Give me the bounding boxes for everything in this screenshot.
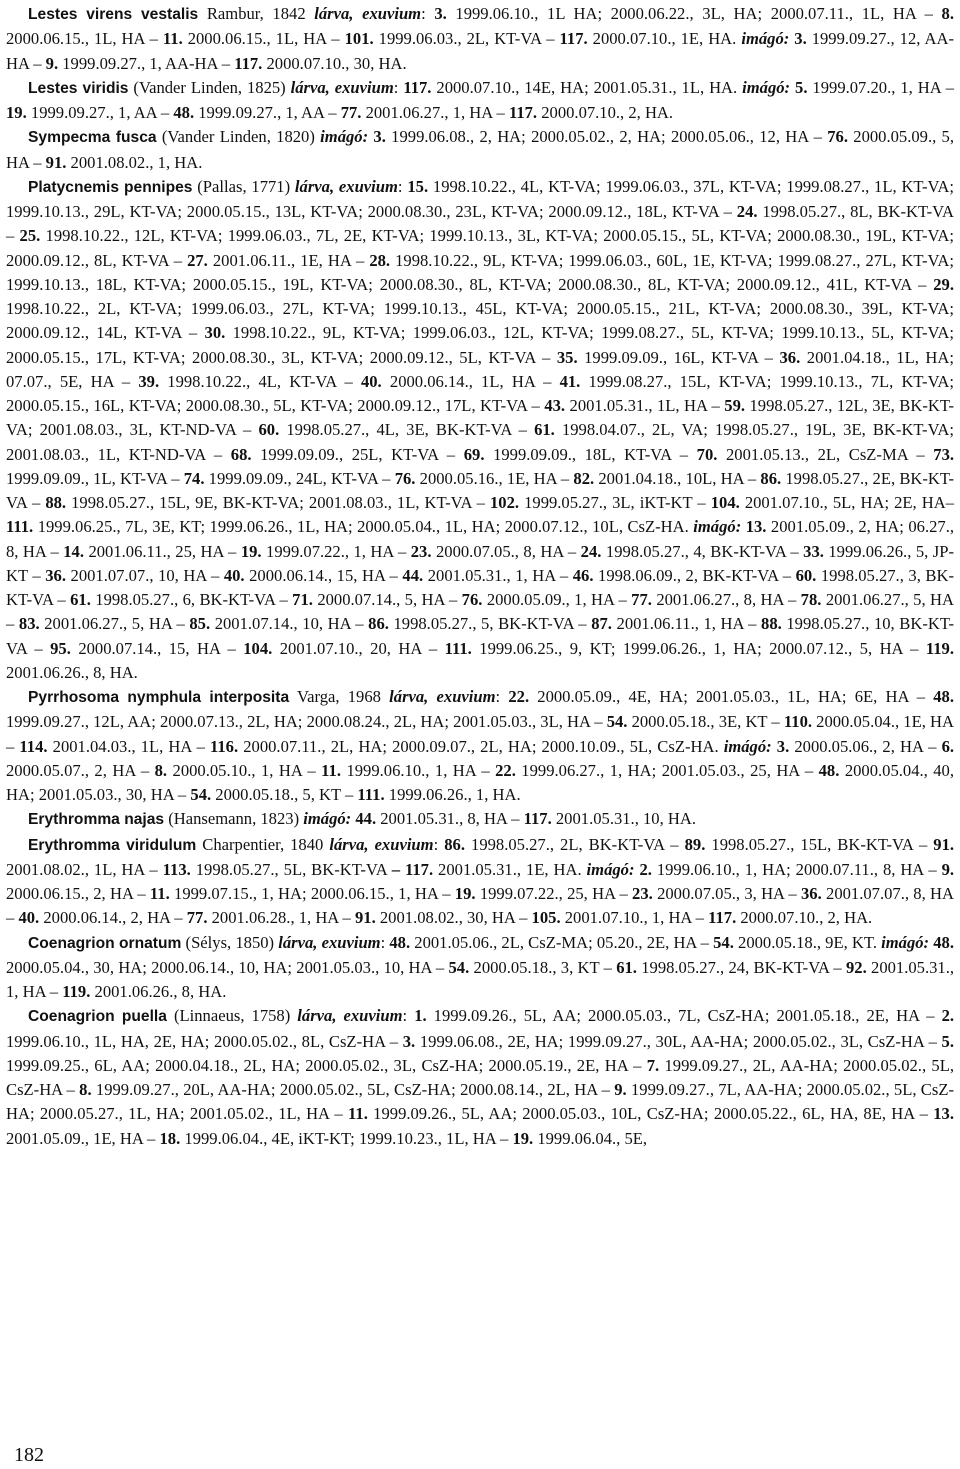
- record-text: 1998.10.22., 9L, KT-VA; 1999.06.03., 12L, KT-VA; 1999.08.27., 5L, KT-VA; 1999.10.13., 5L, KT-VA; 2000.05.15., 17L, KT-VA; 2000.08.30., 3L, KT-VA; 2000.09.12., 5L, KT-VA –: [6, 323, 954, 367]
- locality-number: 110.: [783, 712, 813, 732]
- locality-number: 8.: [154, 760, 168, 780]
- record-text: 1999.09.25., 6L, AA; 2000.04.18., 2L, HA; 2000.05.02., 3L, CsZ-HA; 2000.05.19., 2E, HA –: [6, 1055, 647, 1075]
- locality-number: 22.: [508, 687, 530, 706]
- locality-number: 117.: [234, 53, 263, 73]
- record-text: 1999.09.26., 5L, AA; 2000.05.03., 10L, CsZ-HA; 2000.05.22., 6L, HA, 8E, HA –: [367, 1104, 934, 1124]
- locality-number: 60.: [795, 565, 817, 585]
- locality-number: 24.: [736, 202, 758, 221]
- species-name: Lestes viridis: [28, 79, 129, 97]
- stage-label: lárva, exuvium: [294, 176, 398, 196]
- record-text: 1999.09.27., 1, AA-HA –: [58, 53, 235, 73]
- locality-number: 91.: [354, 908, 376, 928]
- record-text: 2000.05.04., 40, HA; 2001.05.03., 30, HA –: [6, 760, 954, 804]
- record-text: 1999.06.27., 1, HA; 2001.05.03., 25, HA –: [515, 760, 819, 780]
- record-text: 1999.06.08., 2E, HA; 1999.09.27., 30L, AA-HA; 2000.05.02., 3L, CsZ-HA –: [415, 1031, 942, 1051]
- locality-number: 5.: [795, 77, 808, 97]
- record-text: 2001.07.10., 1, HA –: [560, 908, 709, 928]
- locality-number: 8.: [941, 4, 954, 23]
- locality-number: 77.: [631, 590, 652, 609]
- record-text: 2001.08.02., 1L, HA –: [6, 859, 163, 879]
- locality-number: 11.: [321, 760, 341, 780]
- record-text: (Linnaeus, 1758): [166, 1006, 298, 1026]
- locality-number: 119.: [62, 982, 91, 1001]
- record-text: 2001.08.02., 1, HA.: [66, 152, 203, 172]
- locality-number: 77.: [186, 908, 208, 928]
- record-text: 1998.05.27., 10, BK-KT-VA –: [6, 614, 954, 658]
- locality-number: 19.: [6, 103, 27, 122]
- record-text: Varga, 1968: [289, 687, 390, 706]
- record-text: 2001.08.02., 30, HA –: [375, 908, 532, 928]
- locality-number: 117.: [559, 29, 588, 49]
- locality-number: 86.: [368, 614, 389, 634]
- locality-number: 48.: [818, 760, 840, 780]
- locality-number: 6.: [941, 736, 955, 756]
- locality-number: 19.: [512, 1128, 534, 1148]
- locality-number: 102.: [490, 493, 520, 512]
- locality-number: 9.: [45, 53, 59, 73]
- locality-number: 88.: [45, 493, 67, 512]
- locality-number: 91.: [933, 834, 955, 854]
- record-text: 1999.09.09., 25L, KT-VA –: [251, 444, 464, 464]
- species-entry: [6, 931, 954, 1005]
- stage-label: imágó:: [320, 127, 369, 147]
- record-text: 1998.05.27., 8L, BK-KT-VA –: [6, 202, 955, 246]
- locality-number: 83.: [18, 614, 40, 634]
- record-text: 1999.07.22., 25, HA –: [475, 884, 633, 903]
- record-text: :: [380, 932, 390, 952]
- stage-label: imágó:: [881, 932, 930, 952]
- record-text: 2000.05.09., 5, HA –: [6, 127, 954, 172]
- record-text: 2001.06.27., 5, HA –: [6, 590, 954, 634]
- locality-number: 82.: [573, 468, 595, 488]
- species-name: Platycnemis pennipes: [28, 178, 193, 196]
- locality-number: 13.: [745, 517, 767, 537]
- locality-number: 61.: [70, 590, 91, 609]
- stage-label: imágó:: [586, 859, 635, 879]
- locality-number: 23.: [632, 884, 653, 903]
- record-text: 1999.06.10., 1, HA –: [341, 760, 496, 780]
- locality-number: 86.: [760, 468, 782, 488]
- record-text: 1999.09.27., 12, AA-HA –: [6, 29, 955, 73]
- record-text: 1998.05.27., 24, BK-KT-VA –: [636, 957, 846, 977]
- record-text: 1999.07.22., 1, HA –: [261, 541, 411, 561]
- record-text: 2001.07.10., 20, HA –: [272, 638, 445, 658]
- record-text: 2001.05.13., 2L, CsZ-MA –: [717, 444, 934, 464]
- record-text: 1999.09.09., 18L, KT-VA –: [484, 444, 697, 464]
- locality-number: 3.: [776, 736, 790, 756]
- record-text: 1999.06.10., 1, HA; 2000.07.11., 8, HA –: [651, 859, 942, 879]
- record-text: 2000.07.05., 8, HA –: [431, 541, 581, 561]
- record-text: 1999.06.03., 2L, KT-VA –: [373, 29, 560, 49]
- locality-number: 76.: [394, 468, 416, 488]
- locality-number: 1.: [414, 1006, 427, 1026]
- record-text: 1999.05.27., 3L, iKT-KT –: [519, 493, 711, 512]
- record-text: 2000.05.18., 3, KT –: [469, 957, 617, 977]
- locality-number: 88.: [761, 614, 782, 634]
- record-text: 2000.07.10., 1E, HA.: [587, 29, 742, 49]
- record-text: 2000.06.15., 1L, HA –: [182, 29, 345, 49]
- record-text: (Sélys, 1850): [181, 932, 279, 952]
- record-text: 2001.05.06., 2L, CsZ-MA; 05.20., 2E, HA –: [410, 932, 714, 952]
- species-name: Sympecma fusca: [28, 129, 157, 147]
- record-text: 2000.07.05., 3, HA –: [652, 884, 801, 903]
- species-entry: [6, 125, 954, 175]
- locality-number: 15.: [407, 176, 429, 196]
- record-text: 2001.06.27., 1, HA –: [361, 103, 509, 122]
- locality-number: 86.: [444, 834, 465, 854]
- record-text: 1998.06.09., 2, BK-KT-VA –: [593, 565, 796, 585]
- record-text: 1999.09.09., 1L, KT-VA –: [6, 468, 184, 488]
- locality-number: 27.: [187, 250, 208, 270]
- locality-number: 76.: [827, 127, 848, 147]
- locality-number: 23.: [410, 541, 432, 561]
- record-text: 1998.10.22., 2L, KT-VA; 1999.06.03., 27L, KT-VA; 1999.10.13., 45L, KT-VA; 2000.05.15., 21L, KT-VA; 2000.08.30., 39L, KT-VA; 2000.09.12., 14L, KT-VA –: [6, 299, 954, 343]
- record-text: 1999.06.04., 5E,: [533, 1128, 648, 1148]
- locality-number: 92.: [845, 957, 867, 977]
- record-text: 2001.05.31., 1, HA –: [423, 565, 573, 585]
- record-text: 1998.05.27., 4, BK-KT-VA –: [601, 541, 804, 561]
- record-text: 1999.09.27., 2L, AA-HA; 2000.05.02., 5L, CsZ-HA –: [6, 1055, 955, 1099]
- record-text: (Vander Linden, 1825): [128, 77, 291, 97]
- locality-number: 48.: [389, 932, 411, 952]
- stage-label: lárva, exuvium: [290, 77, 394, 97]
- record-text: 1998.05.27., 5L, BK-KT-VA: [190, 859, 392, 879]
- locality-number: 54.: [713, 932, 734, 952]
- locality-number: 40.: [360, 371, 382, 391]
- locality-number: 85.: [189, 614, 211, 634]
- locality-number: 19.: [454, 884, 476, 903]
- record-text: 2001.05.31., 1, HA –: [6, 957, 954, 1001]
- record-text: 2001.07.07., 10, HA –: [65, 565, 224, 585]
- record-text: 1998.05.27., 2L, BK-KT-VA –: [464, 834, 685, 854]
- locality-number: 111.: [357, 785, 385, 804]
- record-text: 1998.04.07., 2L, VA; 1998.05.27., 19L, 3E, BK-KT-VA; 2001.08.03., 1L, KT-ND-VA –: [6, 420, 955, 464]
- locality-number: 11.: [149, 884, 170, 903]
- locality-number: 69.: [463, 444, 485, 464]
- record-text: 2001.05.31., 10, HA.: [551, 809, 697, 829]
- record-text: 1999.09.27., 12L, AA; 2000.07.13., 2L, HA; 2000.08.24., 2L, HA; 2001.05.03., 3L, HA –: [6, 712, 607, 732]
- record-text: 2001.06.28., 1, HA –: [207, 908, 355, 928]
- record-text: 2000.05.16., 1E, HA –: [415, 468, 574, 488]
- stage-label: imágó:: [741, 29, 790, 49]
- locality-number: 3.: [434, 4, 447, 23]
- record-text: 2001.05.31., 8, HA –: [376, 809, 524, 829]
- record-text: (Hansemann, 1823): [164, 809, 304, 829]
- record-text: 2001.06.11., 1E, HA –: [207, 250, 370, 270]
- locality-number: 46.: [572, 565, 594, 585]
- record-text: 1999.06.25., 9, KT; 1999.06.26., 1, HA; 2000.07.12., 5, HA –: [471, 638, 926, 658]
- locality-number: 35.: [556, 347, 578, 367]
- species-name: Erythromma najas: [28, 811, 165, 829]
- record-text: 2000.06.14., 2, HA –: [39, 908, 187, 928]
- record-text: 2000.07.14., 5, HA –: [312, 590, 462, 609]
- record-text: 2000.05.07., 2, HA –: [6, 760, 155, 780]
- record-text: :: [421, 4, 435, 23]
- record-text: (Pallas, 1771): [192, 176, 295, 196]
- locality-number: 54.: [448, 957, 470, 977]
- page-number: 182: [14, 1444, 44, 1466]
- locality-number: 2.: [941, 1006, 955, 1026]
- record-text: 2000.07.10., 2, HA.: [537, 103, 674, 122]
- species-name: Pyrrhosoma nymphula interposita: [28, 689, 290, 706]
- record-text: 2000.07.11., 2L, HA; 2000.09.07., 2L, HA; 2000.10.09., 5L, CsZ-HA.: [238, 736, 724, 756]
- locality-number: 60.: [258, 420, 280, 440]
- locality-number: 44.: [355, 809, 377, 829]
- locality-number: 105.: [531, 908, 561, 928]
- species-entry: [6, 76, 954, 126]
- locality-number: 19.: [240, 541, 262, 561]
- record-text: 2001.06.11., 1, HA –: [611, 614, 762, 634]
- locality-number: 61.: [534, 420, 555, 440]
- record-text: 1998.05.27., 4L, 3E, BK-KT-VA –: [279, 420, 535, 440]
- locality-number: 54.: [606, 712, 628, 732]
- locality-number: 61.: [616, 957, 637, 977]
- record-text: 1998.05.27., 2E, BK-KT-VA –: [6, 468, 955, 512]
- locality-number: 77.: [340, 103, 362, 122]
- locality-number: 89.: [684, 834, 706, 854]
- stage-label: lárva, exuvium: [314, 4, 422, 23]
- record-text: 2000.06.14., 15, HA –: [244, 565, 403, 585]
- record-text: 2001.06.26., 8, HA.: [90, 982, 227, 1001]
- record-text: 2000.07.10., 2, HA.: [736, 908, 873, 928]
- locality-number: 117.: [708, 908, 737, 928]
- record-text: 2000.05.06., 2, HA –: [789, 736, 942, 756]
- locality-number: 9.: [941, 859, 955, 879]
- record-text: :: [495, 687, 509, 706]
- record-text: 1999.09.27., 1, AA –: [26, 103, 174, 122]
- locality-number: 2.: [639, 859, 652, 879]
- species-entry: [6, 175, 954, 685]
- record-text: 2000.07.10., 14E, HA; 2001.05.31., 1L, HA.: [431, 77, 743, 97]
- locality-number: 11.: [348, 1104, 368, 1124]
- record-text: :: [397, 176, 408, 196]
- record-text: 2000.05.10., 1, HA –: [167, 760, 322, 780]
- locality-number: 39.: [138, 371, 160, 391]
- record-text: 2000.05.18., 9E, KT.: [733, 932, 882, 952]
- locality-number: 11.: [162, 29, 183, 49]
- record-text: 1998.10.22., 4L, KT-VA –: [159, 371, 361, 391]
- locality-number: 40.: [18, 908, 40, 928]
- locality-number: 111.: [6, 517, 34, 537]
- record-text: 2000.06.15., 2, HA –: [6, 884, 150, 903]
- locality-number: 116.: [210, 736, 239, 756]
- record-text: 2000.05.18., 5, KT –: [211, 785, 358, 804]
- locality-number: 3.: [794, 29, 807, 49]
- record-text: 2000.06.14., 1L, HA –: [381, 371, 560, 391]
- locality-number: 113.: [162, 859, 191, 879]
- record-text: 1999.09.27., 7L, AA-HA; 2000.05.02., 5L, CsZ-HA; 2000.05.27., 1L, HA; 2001.05.02., 1L, HA –: [6, 1080, 954, 1124]
- locality-number: 70.: [696, 444, 718, 464]
- locality-number: 3.: [373, 127, 386, 147]
- record-text: 1998.05.27., 3, BK-KT-VA –: [6, 565, 954, 609]
- locality-number: 28.: [369, 250, 391, 270]
- record-text: 1999.07.20., 1, HA –: [807, 77, 955, 97]
- species-entry: [6, 685, 954, 807]
- locality-number: 9.: [614, 1080, 627, 1099]
- record-text: 1999.09.09., 16L, KT-VA –: [577, 347, 780, 367]
- record-text: 2001.07.07., 8, HA –: [6, 884, 954, 928]
- stage-label: lárva, exuvium: [329, 834, 434, 854]
- species-name: Coenagrion puella: [28, 1008, 167, 1026]
- stage-label: imágó:: [723, 736, 772, 756]
- locality-number: 104.: [710, 493, 740, 512]
- locality-number: 104.: [243, 638, 273, 658]
- stage-label: lárva, exuvium: [389, 687, 496, 706]
- locality-number: 114.: [19, 736, 48, 756]
- locality-number: 91.: [45, 152, 67, 172]
- record-text: 1998.10.22., 12L, KT-VA; 1999.06.03., 7L, 2E, KT-VA; 1999.10.13., 3L, KT-VA; 2000.05.15., 5L, KT-VA; 2000.08.30., 19L, KT-VA; 2000.09.12., 8L, KT-VA –: [6, 226, 954, 270]
- locality-number: 5.: [941, 1031, 954, 1051]
- record-text: :: [433, 834, 445, 854]
- locality-number: 40.: [223, 565, 245, 585]
- record-text: 2000.07.10., 30, HA.: [262, 53, 407, 73]
- record-text: 1998.05.27., 15L, 9E, BK-KT-VA; 2001.08.03., 1L, KT-VA –: [66, 493, 490, 512]
- locality-number: 36.: [801, 884, 822, 903]
- record-text: 2000.07.14., 15, HA –: [70, 638, 244, 658]
- locality-number: 68.: [230, 444, 252, 464]
- locality-number: 36.: [45, 565, 66, 585]
- locality-number: 59.: [724, 396, 746, 415]
- locality-number: 87.: [591, 614, 612, 634]
- locality-number: 76.: [461, 590, 483, 609]
- record-text: 2001.06.26., 8, HA.: [6, 662, 138, 682]
- record-text: 2000.05.04., 1E, HA –: [6, 712, 954, 756]
- locality-number: 48.: [933, 687, 954, 706]
- species-entry: [6, 807, 954, 832]
- record-text: 2001.04.18., 1L, HA; 07.07., 5E, HA –: [6, 347, 955, 391]
- record-text: 2001.05.09., 1E, HA –: [6, 1128, 160, 1148]
- document-page: [6, 0, 955, 1466]
- locality-number: 73.: [933, 444, 955, 464]
- record-text: 2001.06.27., 8, HA –: [651, 590, 801, 609]
- record-text: 1999.07.15., 1, HA; 2000.06.15., 1, HA –: [169, 884, 455, 903]
- record-text: 2000.05.18., 3E, KT –: [627, 712, 784, 732]
- locality-number: 71.: [292, 590, 313, 609]
- locality-number: 13.: [933, 1104, 954, 1124]
- record-text: 2001.07.14., 10, HA –: [210, 614, 369, 634]
- species-entry: [6, 833, 954, 931]
- record-text: 2000.05.09., 4E, HA; 2001.05.03., 1L, HA; 6E, HA –: [529, 687, 934, 706]
- locality-number: 36.: [779, 347, 801, 367]
- locality-number: 101.: [344, 29, 374, 49]
- record-text: 1999.06.25., 7L, 3E, KT; 1999.06.26., 1L, HA; 2000.05.04., 1L, HA; 2000.07.12., 10L, CsZ-HA.: [33, 517, 694, 537]
- record-text: :: [393, 77, 404, 97]
- record-text: 2000.05.04., 30, HA; 2000.06.14., 10, HA; 2001.05.03., 10, HA –: [6, 957, 449, 977]
- locality-number: 54.: [190, 785, 212, 804]
- record-text: 1999.06.08., 2, HA; 2000.05.02., 2, HA; 2000.05.06., 12, HA –: [385, 127, 828, 147]
- record-text: 1999.09.09., 24L, KT-VA –: [204, 468, 395, 488]
- species-name: Erythromma viridulum: [28, 836, 197, 854]
- record-text: 1998.05.27., 12L, 3E, BK-KT-VA; 2001.08.03., 3L, KT-ND-VA –: [6, 396, 954, 440]
- locality-number: 44.: [402, 565, 424, 585]
- stage-label: imágó:: [742, 77, 791, 97]
- locality-number: 24.: [580, 541, 602, 561]
- record-text: 1999.06.04., 4E, iKT-KT; 1999.10.23., 1L, HA –: [180, 1128, 513, 1148]
- stage-label: imágó:: [303, 809, 352, 829]
- record-text: Charpentier, 1840: [196, 834, 330, 854]
- locality-number: 74.: [183, 468, 205, 488]
- locality-number: 111.: [444, 638, 472, 658]
- locality-number: 48.: [173, 103, 195, 122]
- record-text: 1998.05.27., 15L, BK-KT-VA –: [705, 834, 934, 854]
- locality-number: 29.: [933, 274, 954, 294]
- record-text: 2001.04.18., 10L, HA –: [594, 468, 761, 488]
- species-entry: [6, 2, 954, 76]
- record-text: 1999.09.27., 1, AA –: [194, 103, 341, 122]
- record-text: 2001.07.10., 5L, HA; 2E, HA–: [739, 493, 955, 512]
- record-text: 1998.10.22., 4L, KT-VA; 1999.06.03., 37L, KT-VA; 1999.08.27., 1L, KT-VA; 1999.10.13., 29L, KT-VA; 2000.05.15., 13L, KT-VA; 2000.08.30., 23L, KT-VA; 2000.09.12., 18L, KT-VA –: [6, 176, 954, 221]
- locality-number: – 117.: [391, 859, 434, 879]
- record-text: (Vander Linden, 1820): [156, 127, 321, 147]
- locality-number: 117.: [508, 103, 538, 122]
- species-records-text: [6, 0, 954, 1151]
- record-text: 2001.05.31., 1L, HA –: [565, 396, 725, 415]
- locality-number: 30.: [204, 323, 226, 343]
- locality-number: 33.: [803, 541, 824, 561]
- record-text: :: [402, 1006, 415, 1026]
- record-text: 1999.06.26., 1, HA.: [384, 785, 521, 804]
- record-text: Rambur, 1842: [198, 4, 315, 23]
- record-text: 1999.06.10., 1L, HA, 2E, HA; 2000.05.02., 8L, CsZ-HA –: [6, 1031, 403, 1051]
- record-text: 1999.06.26., 5, JP-KT –: [6, 541, 954, 585]
- locality-number: 119.: [925, 638, 954, 658]
- record-text: 1998.05.27., 6, BK-KT-VA –: [90, 590, 293, 609]
- record-text: 1999.09.27., 20L, AA-HA; 2000.05.02., 5L, CsZ-HA; 2000.08.14., 2L, HA –: [91, 1080, 615, 1099]
- record-text: 1999.06.10., 1L HA; 2000.06.22., 3L, HA; 2000.07.11., 1L, HA –: [446, 4, 942, 23]
- species-entry: [6, 1004, 954, 1151]
- record-text: 2000.06.15., 1L, HA –: [6, 29, 163, 49]
- record-text: 2001.04.03., 1L, HA –: [47, 736, 210, 756]
- record-text: 2001.05.09., 2, HA; 06.27., 8, HA –: [6, 517, 954, 561]
- locality-number: 43.: [544, 396, 566, 415]
- species-name: Coenagrion ornatum: [28, 934, 182, 952]
- locality-number: 95.: [50, 638, 71, 658]
- locality-number: 8.: [79, 1080, 92, 1099]
- stage-label: lárva, exuvium: [297, 1006, 403, 1026]
- record-text: 1998.10.22., 9L, KT-VA; 1999.06.03., 60L, 1E, KT-VA; 1999.08.27., 27L, KT-VA; 1999.10.13., 18L, KT-VA; 2000.05.15., 19L, KT-VA; 2000.08.30., 8L, KT-VA; 2000.08.30., 8L, KT-VA; 2000.09.12., 41L, KT-VA –: [6, 250, 954, 294]
- locality-number: 7.: [646, 1055, 660, 1075]
- record-text: 2001.05.31., 1E, HA.: [433, 859, 587, 879]
- stage-label: imágó:: [693, 517, 742, 537]
- species-name: Lestes virens vestalis: [28, 6, 199, 23]
- locality-number: 78.: [800, 590, 822, 609]
- record-text: 1998.05.27., 5, BK-KT-VA –: [388, 614, 592, 634]
- locality-number: 22.: [495, 760, 516, 780]
- locality-number: 48.: [933, 932, 954, 952]
- locality-number: 41.: [559, 371, 581, 391]
- locality-number: 25.: [19, 226, 41, 246]
- record-text: 2000.05.09., 1, HA –: [482, 590, 632, 609]
- record-text: 1999.08.27., 15L, KT-VA; 1999.10.13., 7L, KT-VA; 2000.05.15., 16L, KT-VA; 2000.08.30., 5L, KT-VA; 2000.09.12., 17L, KT-VA –: [6, 371, 955, 415]
- locality-number: 117.: [403, 77, 432, 97]
- stage-label: lárva, exuvium: [278, 932, 381, 952]
- locality-number: 14.: [63, 541, 84, 561]
- locality-number: 18.: [159, 1128, 181, 1148]
- locality-number: 3.: [402, 1031, 416, 1051]
- record-text: 2001.06.27., 5, HA –: [39, 614, 190, 634]
- locality-number: 117.: [523, 809, 552, 829]
- record-text: 2001.06.11., 25, HA –: [83, 541, 241, 561]
- record-text: 1999.09.26., 5L, AA; 2000.05.03., 7L, CsZ-HA; 2001.05.18., 2E, HA –: [426, 1006, 942, 1026]
